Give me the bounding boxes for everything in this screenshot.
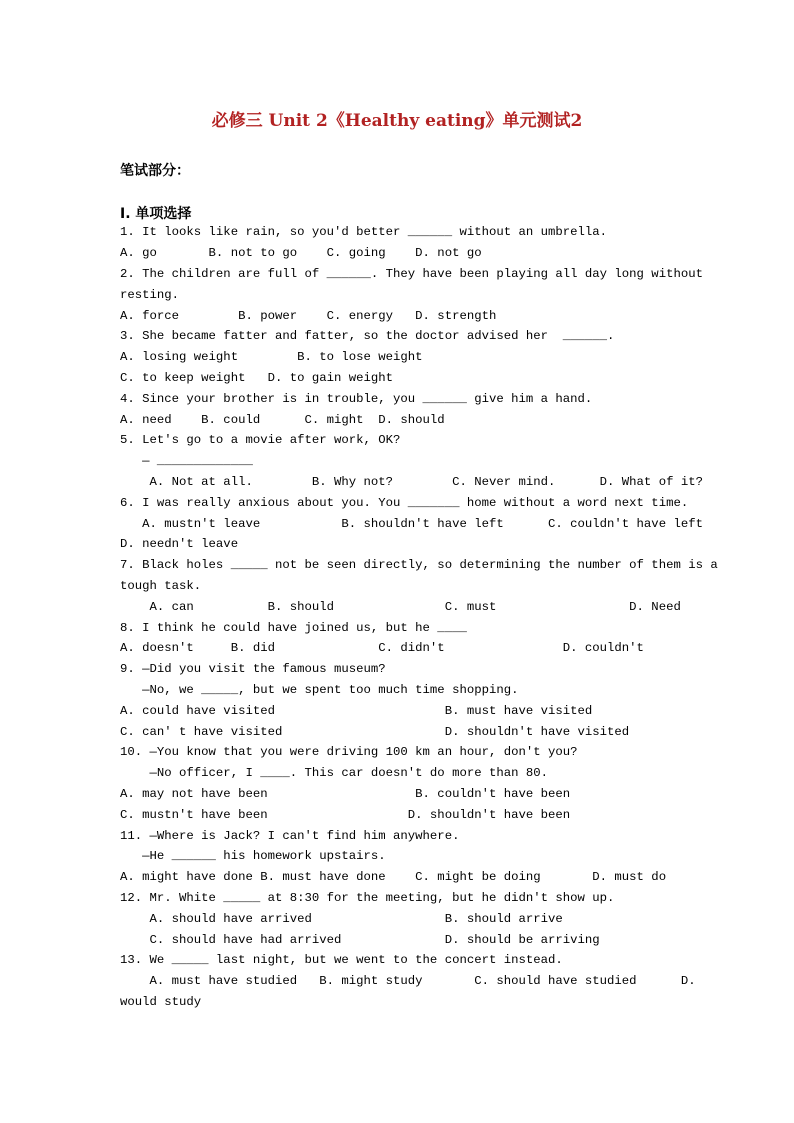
text-line: —No, we _____, but we spent too much time shopping. <box>120 683 519 697</box>
text-line: C. to keep weight D. to gain weight <box>120 371 394 385</box>
text-line: A. doesn't B. did C. didn't D. couldn't <box>120 641 644 655</box>
section-1-heading: I. 单项选择 <box>120 206 192 222</box>
text-line: 3. She became fatter and fatter, so the doctor advised her ______. <box>120 329 615 343</box>
text-line: A. mustn't leave B. shouldn't have left C. couldn't have left <box>120 517 703 531</box>
text-line: 9. —Did you visit the famous museum? <box>120 662 386 676</box>
text-line: —No officer, I ____. This car doesn't do more than 80. <box>120 766 549 780</box>
text-line: tough task. <box>120 579 202 593</box>
text-line: D. needn't leave <box>120 537 239 551</box>
text-line: 5. Let's go to a movie after work, OK? <box>120 433 401 447</box>
text-line: A. Not at all. B. Why not? C. Never mind. D. What of it? <box>120 475 703 489</box>
text-line: 2. The children are full of ______. They have been playing all day long without <box>120 267 703 281</box>
text-line: A. must have studied B. might study C. should have studied D. <box>120 974 696 988</box>
text-line: 11. —Where is Jack? I can't find him anywhere. <box>120 829 460 843</box>
text-line: C. mustn't have been D. shouldn't have been <box>120 808 571 822</box>
text-line: C. can' t have visited D. shouldn't have visited <box>120 725 630 739</box>
section-written-heading: 笔试部分： <box>120 163 190 179</box>
text-line: 10. —You know that you were driving 100 km an hour, don't you? <box>120 745 578 759</box>
text-line: A. could have visited B. must have visited <box>120 704 593 718</box>
text-line: 12. Mr. White _____ at 8:30 for the meeting, but he didn't show up. <box>120 891 615 905</box>
text-line: 6. I was really anxious about you. You _______ home without a word next time. <box>120 496 689 510</box>
document-title: 必修三 Unit 2《Healthy eating》单元测试2 <box>211 111 583 131</box>
text-line: 8. I think he could have joined us, but he ____ <box>120 621 467 635</box>
text-line: C. should have had arrived D. should be arriving <box>120 933 600 947</box>
text-line: A. should have arrived B. should arrive <box>120 912 563 926</box>
text-line: 4. Since your brother is in trouble, you ______ give him a hand. <box>120 392 593 406</box>
text-line: resting. <box>120 288 180 302</box>
text-line: A. might have done B. must have done C. might be doing D. must do <box>120 870 667 884</box>
text-line: —He ______ his homework upstairs. <box>120 849 386 863</box>
text-line: 7. Black holes _____ not be seen directly, so determining the number of them is a <box>120 558 718 572</box>
text-line: — _____________ <box>120 454 253 468</box>
text-line: would study <box>120 995 202 1009</box>
text-line: 1. It looks like rain, so you'd better ______ without an umbrella. <box>120 225 608 239</box>
text-line: A. force B. power C. energy D. strength <box>120 309 497 323</box>
text-line: A. need B. could C. might D. should <box>120 413 445 427</box>
text-line: A. can B. should C. must D. Need <box>120 600 681 614</box>
text-line: 13. We _____ last night, but we went to the concert instead. <box>120 953 563 967</box>
text-line: A. losing weight B. to lose weight <box>120 350 423 364</box>
text-line: A. go B. not to go C. going D. not go <box>120 246 482 260</box>
text-line: A. may not have been B. couldn't have been <box>120 787 571 801</box>
